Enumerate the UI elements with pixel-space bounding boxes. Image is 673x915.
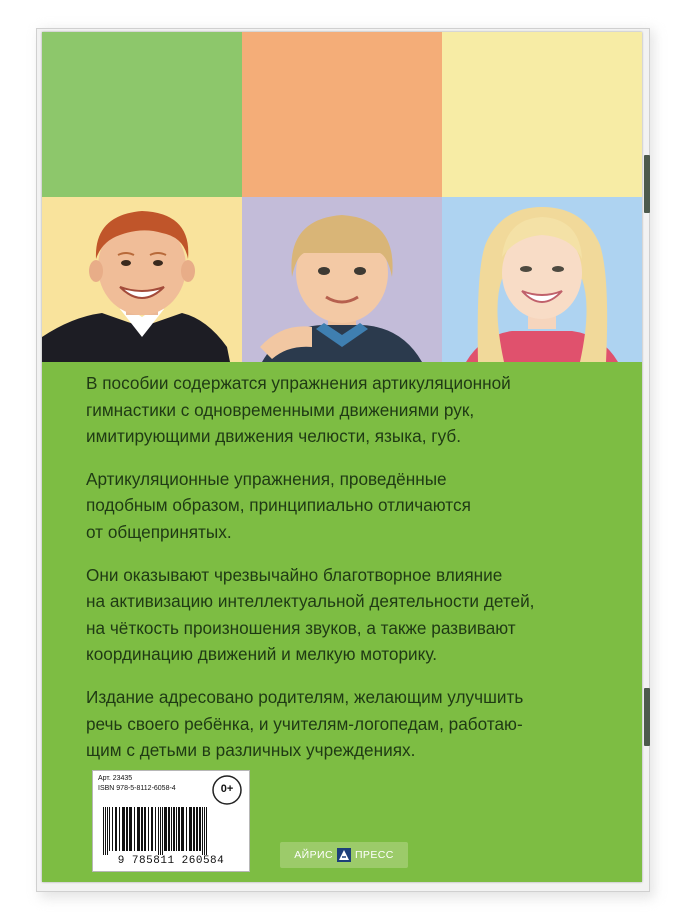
smiling-boy-red-hair-photo: [42, 197, 242, 362]
smiling-girl-blond-hair-photo: [442, 197, 642, 362]
grid-cell-top-middle: [242, 32, 442, 197]
barcode-digits: 9 785811 260584: [117, 855, 225, 867]
grid-cell-top-right: [442, 32, 642, 197]
grid-cell-top-left: [42, 32, 242, 197]
paragraph-2: Артикуляционные упражнения, проведённые подобным образом, принципиально отличаются от общепринятых.: [86, 468, 471, 542]
paragraph-3: Они оказывают чрезвычайно благотворное влияние на активизацию интеллектуальной деятельности детей, на чёткость произношения звуков, а также развивают координацию движений и мелкую моторику.: [86, 564, 535, 665]
description-text: [86, 370, 606, 780]
smiling-boy-blond-bowl-cut-photo: [242, 197, 442, 362]
airis-press-logo-icon: [337, 848, 351, 862]
article-number: Арт. 23435: [98, 775, 133, 782]
publisher-name-right: ПРЕСС: [354, 849, 394, 861]
book-back-cover: [42, 32, 642, 882]
right-tab-upper: [644, 155, 650, 213]
publisher-name-left: АЙРИС: [294, 849, 333, 861]
right-tab-lower: [644, 688, 650, 746]
age-rating: 0+: [220, 783, 234, 795]
paragraph-1: В пособии содержатся упражнения артикуляционной гимнастики с одновременными движениями рук, имитирующими движения челюсти, языка, губ.: [86, 373, 511, 447]
barcode-icon: [99, 807, 243, 855]
isbn-barcode-box: [92, 770, 250, 872]
isbn-number: ISBN 978-5-8112-6058-4: [98, 785, 176, 792]
paragraph-4: Издание адресовано родителям, желающим улучшить речь своего ребёнка, и учителям-логопедам, работаю- щим с детьми в различных учреждениях.: [86, 686, 524, 761]
photo-grid: [42, 32, 642, 362]
publisher-logo: [280, 842, 408, 868]
